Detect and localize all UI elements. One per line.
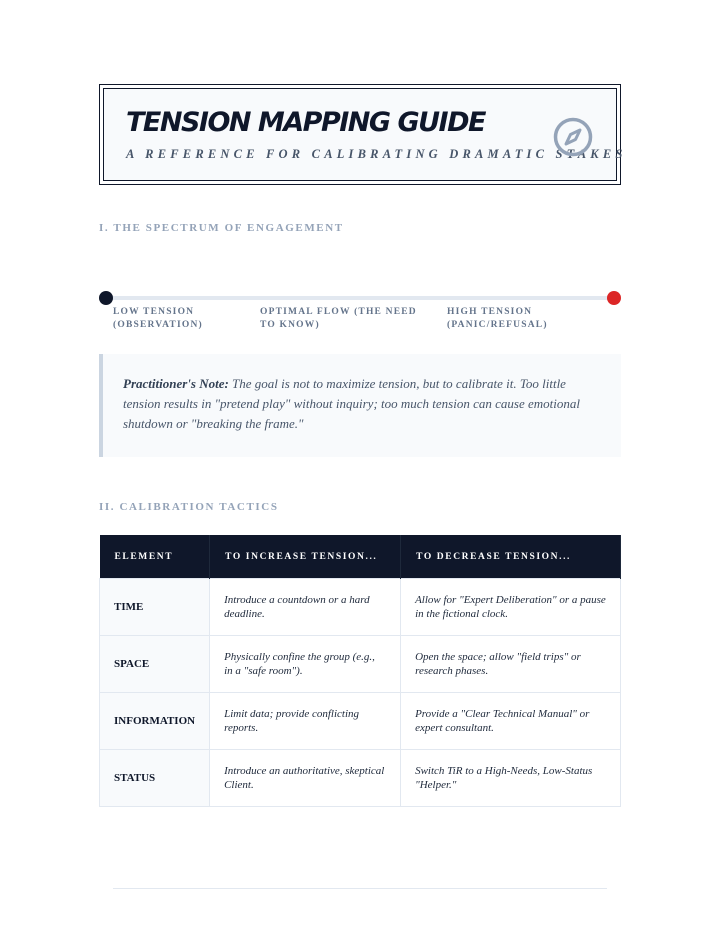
calibration-table (99, 535, 621, 807)
footer-divider (113, 888, 607, 889)
table-row (100, 579, 621, 636)
table-header-row (100, 535, 621, 579)
header-frame (99, 84, 627, 185)
table-header-element: ELEMENT (100, 535, 210, 579)
table-cell-increase: Introduce a countdown or a hard deadline. (210, 579, 401, 636)
table-cell-increase: Physically confine the group (e.g., in a "safe room"). (210, 636, 401, 693)
note-text: The goal is not to maximize tension, but to calibrate it. Too little tension results in "pretend play" without inquiry; too much tension can cause emotional shutdown or "breaking the frame." (123, 376, 580, 431)
practitioner-note (99, 354, 621, 457)
spectrum-label-high: HIGH TENSION (PANIC/REFUSAL) (447, 307, 548, 330)
note-label: Practitioner's Note: (123, 376, 229, 391)
spectrum-track (106, 296, 614, 300)
table-row (100, 636, 621, 693)
table-cell-decrease: Open the space; allow "field trips" or research phases. (401, 636, 621, 693)
table-cell-increase: Introduce an authoritative, skeptical Client. (210, 750, 401, 807)
section-heading-spectrum: I. THE SPECTRUM OF ENGAGEMENT (99, 222, 344, 234)
table-cell-decrease: Provide a "Clear Technical Manual" or expert consultant. (401, 693, 621, 750)
page-title: TENSION MAPPING GUIDE (126, 107, 485, 138)
table-header-increase: TO INCREASE TENSION... (210, 535, 401, 579)
spectrum-low-marker (99, 291, 113, 305)
table-header-decrease: TO DECREASE TENSION... (401, 535, 621, 579)
table-cell-element: TIME (100, 579, 210, 636)
compass-icon (552, 116, 594, 158)
table-cell-element: STATUS (100, 750, 210, 807)
spectrum-label-low: LOW TENSION (OBSERVATION) (113, 307, 203, 330)
table-cell-decrease: Switch TiR to a High-Needs, Low-Status "Helper." (401, 750, 621, 807)
page-subtitle: A REFERENCE FOR CALIBRATING DRAMATIC STAKES (126, 147, 627, 161)
table-cell-increase: Limit data; provide conflicting reports. (210, 693, 401, 750)
table-cell-decrease: Allow for "Expert Deliberation" or a pause in the fictional clock. (401, 579, 621, 636)
table-row (100, 693, 621, 750)
spectrum-high-marker (607, 291, 621, 305)
header-panel (103, 88, 627, 181)
table-row (100, 750, 621, 807)
spectrum-label-optimal: OPTIMAL FLOW (THE NEED TO KNOW) (260, 307, 417, 330)
table-cell-element: INFORMATION (100, 693, 210, 750)
table-cell-element: SPACE (100, 636, 210, 693)
section-heading-tactics: II. CALIBRATION TACTICS (99, 501, 279, 513)
